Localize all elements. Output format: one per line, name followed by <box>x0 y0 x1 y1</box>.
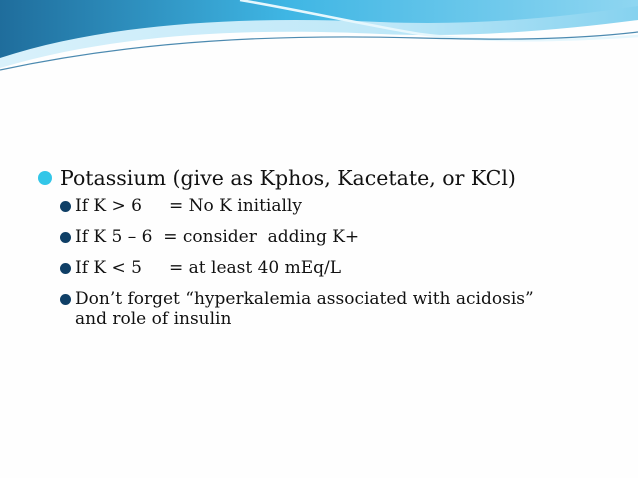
sub-bullet-item <box>60 289 598 329</box>
bullet-dot-icon <box>38 171 52 185</box>
slide-content <box>38 164 598 340</box>
sub-bullet-text: If K 5 – 6 = consider adding K+ <box>75 227 360 247</box>
bullet-text: Potassium (give as Kphos, Kacetate, or KCl) <box>60 166 516 190</box>
sub-bullet-dot-icon <box>60 232 71 243</box>
sub-bullet-dot-icon <box>60 201 71 212</box>
sub-bullet-item <box>60 196 598 216</box>
sub-bullet-dot-icon <box>60 263 71 274</box>
header-wave-decoration <box>0 0 638 90</box>
bullet-potassium <box>38 164 598 192</box>
sub-bullet-text: If K < 5 = at least 40 mEq/L <box>75 258 342 278</box>
sub-bullet-dot-icon <box>60 294 71 305</box>
sub-bullet-text: Don’t forget “hyperkalemia associated with acidosis” and role of insulin <box>75 289 540 329</box>
sub-bullet-text: If K > 6 = No K initially <box>75 196 302 216</box>
sub-bullet-list <box>60 196 598 329</box>
sub-bullet-item <box>60 258 598 278</box>
sub-bullet-item <box>60 227 598 247</box>
